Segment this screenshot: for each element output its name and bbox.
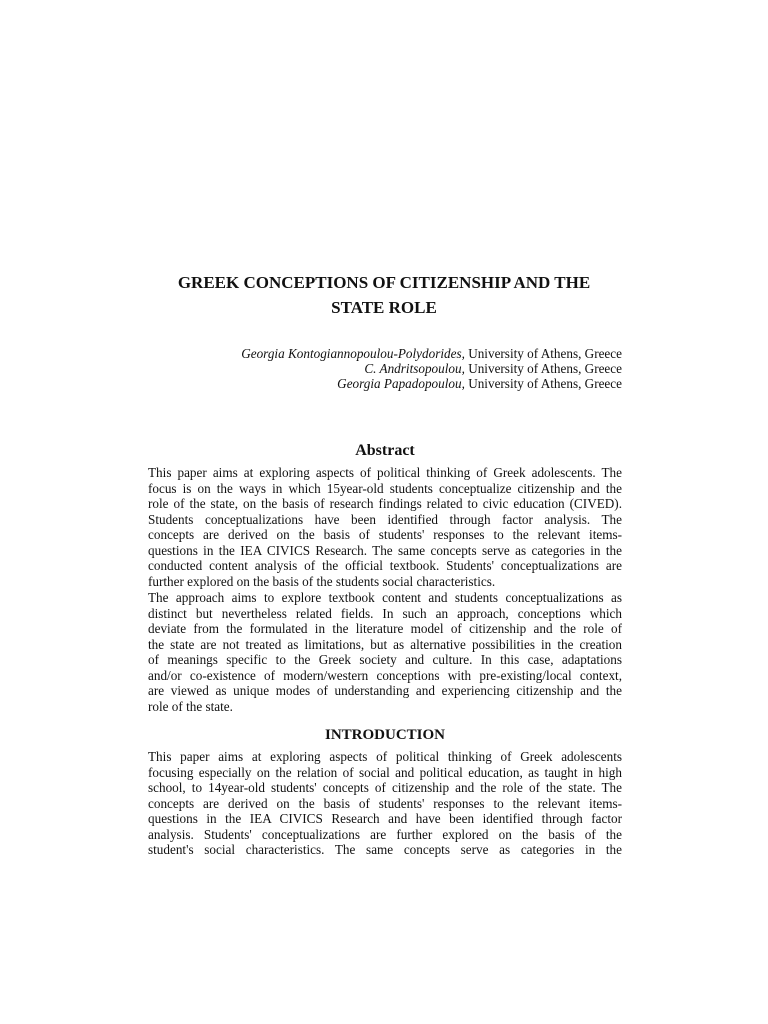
author-line	[148, 361, 622, 376]
text-line: questions in the IEA CIVICS Research. The same concepts serve as categories in the	[148, 542, 622, 558]
author-name: Georgia Papadopoulou,	[337, 376, 465, 391]
introduction-paragraph-1	[148, 749, 622, 858]
paper-title	[148, 270, 620, 320]
author-affiliation: University of Athens, Greece	[464, 346, 622, 361]
text-line: student's social characteristics. The same concepts serve as categories in the	[148, 842, 622, 857]
text-line: focusing especially on the relation of social and political education, as taught in high	[148, 764, 622, 780]
abstract-paragraph-1	[148, 465, 622, 589]
title-line-1: GREEK CONCEPTIONS OF CITIZENSHIP AND THE	[177, 273, 591, 292]
text-line: concepts are derived on the basis of students' responses to the relevant items-	[148, 527, 622, 542]
text-line: deviate from the formulated in the literature model of citizenship and the role of	[148, 621, 622, 636]
introduction-heading: INTRODUCTION	[324, 727, 445, 743]
text-line: analysis. Students' conceptualizations are further explored on the basis of the	[148, 826, 622, 842]
title-line-2: STATE ROLE	[331, 298, 437, 317]
author-list	[148, 346, 622, 391]
author-name: Georgia Kontogiannopoulou-Polydorides,	[241, 346, 465, 361]
text-line: distinct but nevertheless related fields. In such an approach, conceptions which	[148, 605, 622, 621]
text-line: role of the state, on the basis of research findings related to civic education (CIVED).	[148, 496, 622, 511]
abstract-heading: Abstract	[355, 442, 415, 459]
text-line: and/or co-existence of modern/western conceptions with pre-existing/local context,	[148, 667, 622, 683]
text-line: This paper aims at exploring aspects of political thinking of Greek adolescents. The	[148, 465, 622, 480]
text-line: questions in the IEA CIVICS Research and have been identified through factor	[148, 811, 622, 826]
author-line	[148, 376, 622, 391]
text-line: role of the state.	[148, 698, 233, 714]
text-line: of meanings specific to the Greek society and culture. In this case, adaptations	[148, 652, 622, 667]
text-line: further explored on the basis of the students social characteristics.	[148, 573, 496, 589]
text-line: Students conceptualizations have been identified through factor analysis. The	[148, 511, 622, 527]
author-affiliation: University of Athens, Greece	[464, 376, 622, 391]
text-line: conducted content analysis of the official textbook. Students' conceptualizations are	[148, 558, 622, 573]
text-line: concepts are derived on the basis of students' responses to the relevant items-	[148, 795, 622, 811]
text-line: This paper aims at exploring aspects of political thinking of Greek adolescents	[148, 749, 622, 764]
text-line: school, to 14year-old students' concepts of citizenship and the role of the state. The	[148, 780, 622, 795]
author-line	[148, 346, 622, 361]
author-affiliation: University of Athens, Greece	[464, 361, 622, 376]
text-line: focus is on the ways in which 15year-old students conceptualize citizenship and the	[148, 480, 622, 496]
text-line: are viewed as unique modes of understanding and experiencing citizenship and the	[148, 683, 622, 698]
abstract-paragraph-2	[148, 590, 622, 714]
text-line: the state are not treated as limitations, but as alternative possibilities in the creation	[148, 636, 622, 652]
text-line: The approach aims to explore textbook content and students conceptualizations as	[148, 590, 622, 605]
author-name: C. Andritsopoulou,	[364, 361, 465, 376]
